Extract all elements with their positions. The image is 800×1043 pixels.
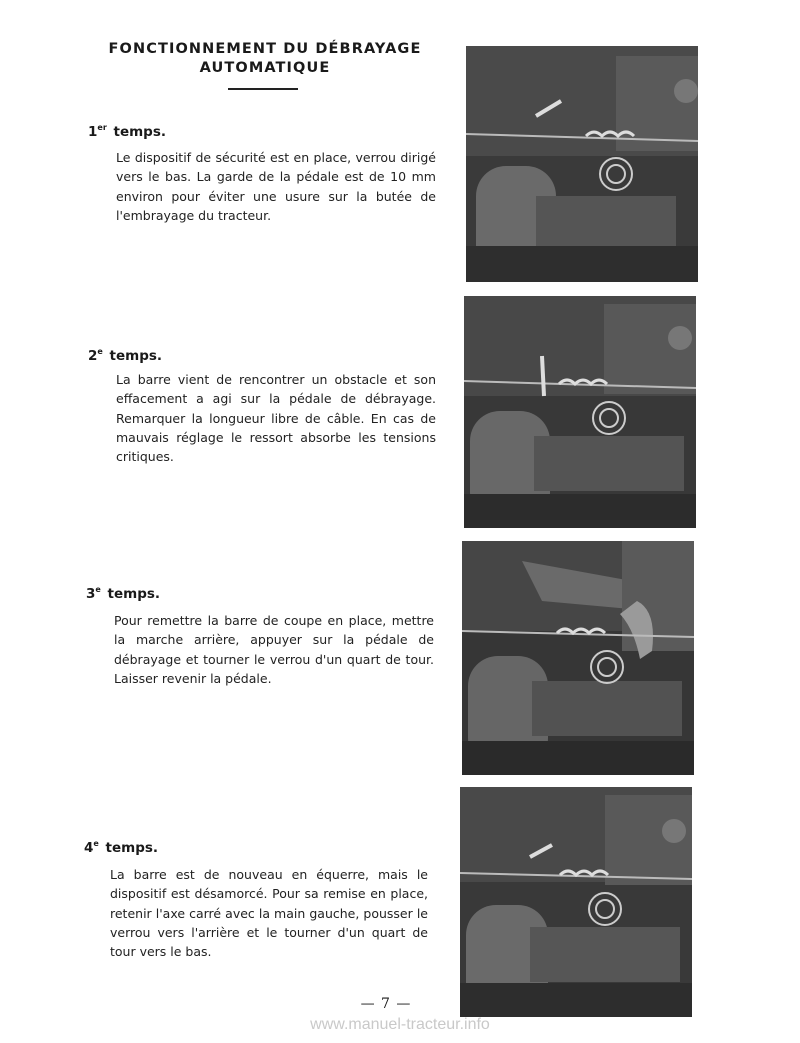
photo-step-3	[462, 541, 694, 775]
photo-step-1	[466, 46, 698, 282]
step-4-heading	[84, 836, 158, 856]
step-4-number: 4	[84, 840, 94, 856]
photo-step-4	[460, 787, 692, 1017]
page-title	[100, 40, 430, 78]
step-2-suffix: e	[97, 347, 103, 356]
step-2-heading	[88, 344, 162, 364]
step-3-heading	[86, 582, 160, 602]
step-3-number: 3	[86, 586, 96, 602]
step-3-suffix: e	[95, 585, 101, 594]
step-1-suffix: er	[97, 123, 107, 132]
step-3-label: temps.	[107, 586, 161, 602]
step-3-text: Pour remettre la barre de coupe en place, mettre la marche arrière, appuyer sur la pédale de débrayage et tourner le verrou d'un quart de tour. Laisser revenir la pédale.	[114, 613, 434, 686]
step-4-suffix: e	[93, 839, 99, 848]
step-1-label: temps.	[113, 124, 166, 140]
step-1-heading	[88, 120, 166, 140]
step-2-number: 2	[88, 348, 98, 364]
step-4-label: temps.	[105, 840, 159, 856]
page-title-line-2: AUTOMATIQUE	[199, 60, 331, 76]
watermark: www.manuel-tracteur.info	[310, 1016, 490, 1033]
step-2-text: La barre vient de rencontrer un obstacle et son effacement a agi sur la pédale de débrayage. Remarquer la longueur libre de câble. En cas de mauvais réglage le ressort absorbe les tensions critiques.	[116, 372, 436, 465]
title-underline	[228, 88, 298, 90]
photo-step-2	[464, 296, 696, 528]
step-1-number: 1	[88, 124, 98, 140]
step-2-label: temps.	[109, 348, 163, 364]
page-number: — 7 —	[360, 996, 412, 1012]
step-4-text: La barre est de nouveau en équerre, mais le dispositif est désamorcé. Pour sa remise en place, retenir l'axe carré avec la main gauche, pousser le verrou vers l'arrière et le tourner d'un quart de tour vers le bas.	[110, 867, 428, 960]
step-1-text: Le dispositif de sécurité est en place, verrou dirigé vers le bas. La garde de la pédale est de 10 mm environ pour éviter une usure sur la butée de l'embrayage du tracteur.	[116, 150, 436, 223]
page-title-line-1: FONCTIONNEMENT DU DÉBRAYAGE	[108, 41, 422, 57]
